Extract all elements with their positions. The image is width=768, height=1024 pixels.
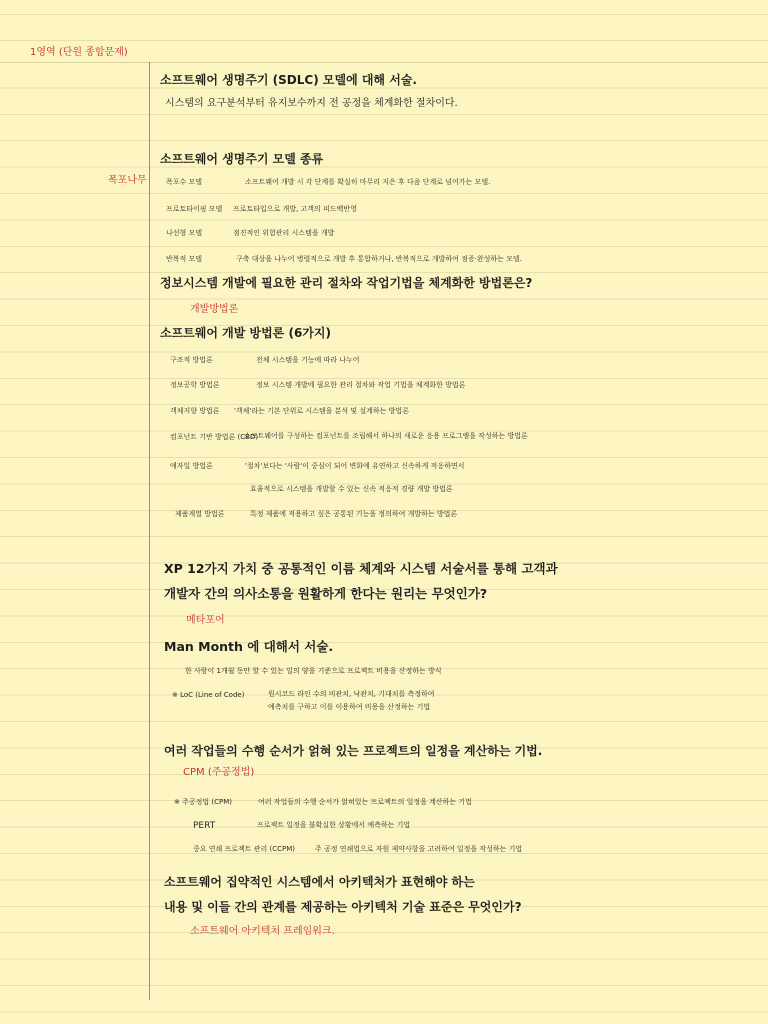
method-desc: '절차'보다는 '사람'이 중심이 되어 변화에 유연하고 신속하게 적응하면서: [245, 462, 465, 470]
model-desc: 점진적인 위험관리 시스템을 개발: [233, 229, 335, 237]
answer-methodology: 개발방법론: [190, 304, 239, 315]
method-desc: 전체 시스템을 기능에 따라 나누어: [256, 356, 360, 364]
question-man-month: Man Month 에 대해서 서술.: [164, 639, 334, 654]
model-name: 폭포수 모델: [166, 178, 203, 186]
method-name: 객체지향 방법론: [170, 407, 220, 415]
model-name: 프로토타이핑 모델: [166, 205, 223, 213]
method-desc: 특정 제품에 적용하고 싶은 공통된 기능을 정의하여 개발하는 방법론: [250, 510, 458, 518]
method-name: 애자일 방법론: [170, 462, 213, 470]
model-desc: 프로토타입으로 개발, 고객의 피드백반영: [233, 205, 357, 213]
question-methodology: 정보시스템 개발에 필요한 관리 절차와 작업기법을 체계화한 방법론은?: [160, 276, 533, 290]
method-name: 정보공학 방법론: [170, 381, 220, 389]
question-sdlc: 소프트웨어 생명주기 (SDLC) 모델에 대해 서술.: [160, 73, 417, 87]
pert-label: PERT: [193, 821, 216, 831]
model-name: 반복적 모델: [166, 255, 203, 263]
model-name: 나선형 모델: [166, 229, 203, 237]
method-desc: '객체'라는 기본 단위로 시스템을 분석 및 설계하는 방법론: [234, 407, 409, 415]
ccpm-label: 중요 연쇄 프로젝트 관리 (CCPM): [193, 845, 296, 853]
loc-desc-line1: 원시코드 라인 수의 비관치, 낙관치, 기대치를 측정하여: [268, 690, 435, 698]
method-name: 제품계열 방법론: [175, 510, 225, 518]
answer-xp: 메타포어: [186, 615, 225, 626]
loc-label: ※ LoC (Line of Code): [172, 691, 245, 699]
model-desc: 소프트웨어 개발 시 각 단계를 확실히 마무리 지은 후 다음 단계로 넘어가는 모델.: [245, 178, 491, 186]
header-tag: 1영역 (단원 종합문제): [30, 47, 128, 58]
answer-architecture: 소프트웨어 아키텍처 프레임워크.: [190, 926, 335, 937]
method-name: 컴포넌트 기반 방법론 (CBD): [170, 433, 259, 441]
question-xp-line1: XP 12가지 가치 중 공통적인 이름 체계와 시스템 서술서를 통해 고객과: [164, 561, 558, 576]
method-desc: 소프트웨어를 구성하는 컴포넌트를 조립해서 하나의 새로운 응용 프로그램을 작성하는 방법론: [244, 432, 528, 440]
margin-note: 폭포나무: [108, 175, 147, 186]
question-architecture-line1: 소프트웨어 집약적인 시스템에서 아키텍처가 표현해야 하는: [164, 875, 475, 889]
cpm-label: ※ 주공정법 (CPM): [174, 798, 232, 806]
loc-desc-line2: 예측치를 구하고 이를 이용하여 비용을 산정하는 기법: [268, 703, 431, 711]
method-name: 구조적 방법론: [170, 356, 213, 364]
models-title: 소프트웨어 생명주기 모델 종류: [160, 152, 324, 166]
answer-man-month: 한 사람이 1개월 동안 할 수 있는 일의 양을 기준으로 프로젝트 비용을 산정하는 방식: [185, 667, 442, 675]
question-schedule: 여러 작업들의 수행 순서가 얽혀 있는 프로젝트의 일정을 계산하는 기법.: [164, 744, 543, 758]
dev-methods-title: 소프트웨어 개발 방법론 (6가지): [160, 326, 331, 340]
answer-sdlc: 시스템의 요구분석부터 유지보수까지 전 공정을 체계화한 절차이다.: [165, 98, 458, 109]
pert-desc: 프로젝트 일정을 불확실한 상황에서 예측하는 기법: [257, 821, 411, 829]
top-rule: [0, 62, 768, 63]
ccpm-desc: 주 공정 연쇄법으로 자원 제약사항을 고려하여 일정을 작성하는 기법: [315, 845, 523, 853]
margin-line: [149, 62, 150, 1000]
question-xp-line2: 개발자 간의 의사소통을 원활하게 한다는 원리는 무엇인가?: [164, 586, 488, 601]
cpm-desc: 여러 작업들의 수행 순서가 얽혀있는 프로젝트의 일정을 계산하는 기법: [258, 798, 472, 806]
model-desc: 구축 대상을 나누어 병렬적으로 개발 후 통합하거나, 반복적으로 개발하여 점증·완성하는 모델.: [236, 255, 522, 263]
question-architecture-line2: 내용 및 이들 간의 관계를 제공하는 아키텍처 기술 표준은 무엇인가?: [164, 900, 522, 914]
method-desc-continued: 효율적으로 시스템을 개발할 수 있는 신속 적응적 경량 개발 방법론: [250, 485, 453, 493]
method-desc: 정보 시스템 개발에 필요한 관리 절차와 작업 기법을 체계화한 방법론: [256, 381, 466, 389]
answer-cpm: CPM (주공정법): [183, 767, 255, 778]
